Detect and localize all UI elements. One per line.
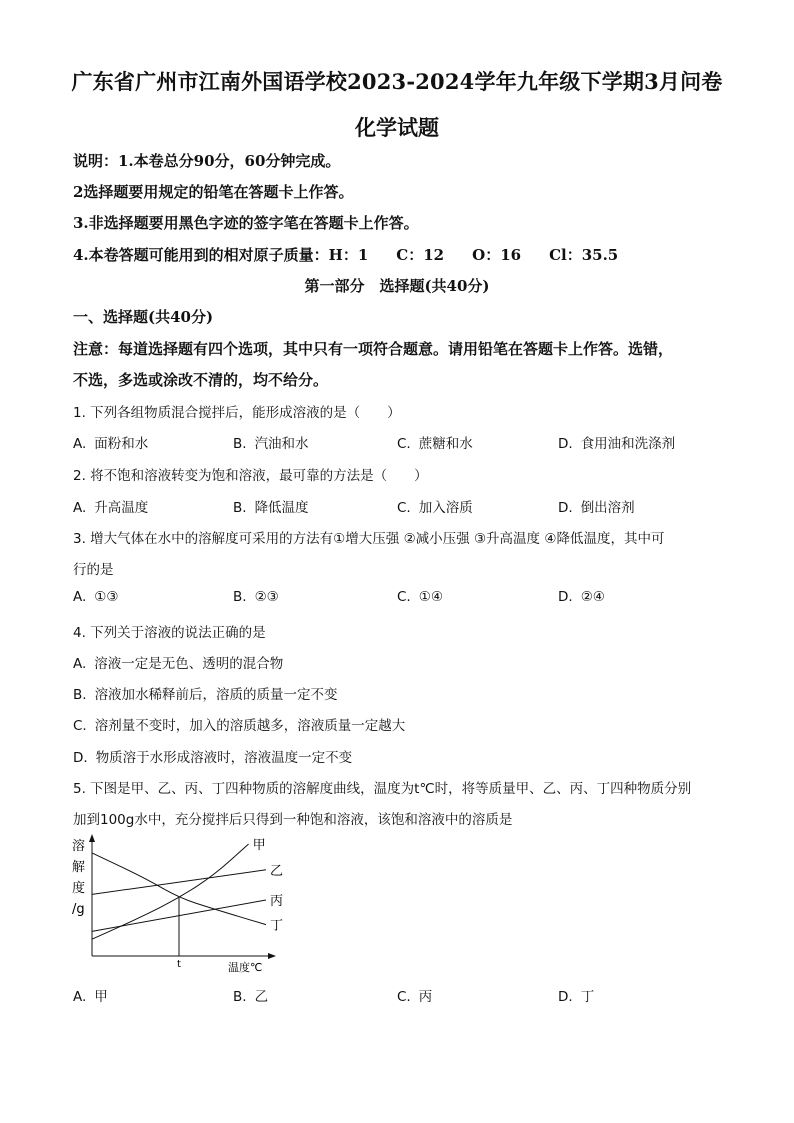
x-axis-arrow <box>268 953 276 959</box>
atomic-mass-c: C：12 <box>396 246 445 264</box>
question-2-stem: 2. 将不饱和溶液转变为饱和溶液，最可靠的方法是（ ） <box>73 468 428 484</box>
q2-option-d: D. 倒出溶剂 <box>558 500 635 516</box>
question-5-stem-line1: 5. 下图是甲、乙、丙、丁四种物质的溶解度曲线，温度为t℃时，将等质量甲、乙、丙、丁四种物质分别 <box>73 781 692 797</box>
q1-option-d: D. 食用油和洗涤剂 <box>558 436 676 452</box>
question-4-stem: 4. 下列关于溶液的说法正确的是 <box>73 625 266 641</box>
q3-option-a: A. ①③ <box>73 589 119 605</box>
y-label-char-3: 度 <box>72 881 86 896</box>
series-label-4: 丁 <box>270 918 284 934</box>
q5-option-d: D. 丁 <box>558 989 595 1005</box>
exam-subtitle: 化学试题 <box>355 115 439 140</box>
section1-note-line2: 不选，多选或涂改不清的，均不给分。 <box>73 371 329 389</box>
question-3-stem-line1: 3. 增大气体在水中的溶解度可采用的方法有①增大压强 ②减小压强 ③升高温度 ④降低温度，其中可 <box>73 531 665 547</box>
part1-title: 第一部分 选择题(共40分) <box>304 277 490 295</box>
question-1-stem: 1. 下列各组物质混合搅拌后，能形成溶液的是（ ） <box>73 405 401 421</box>
section1-heading: 一、选择题(共40分) <box>73 308 214 326</box>
q1-option-b: B. 汽油和水 <box>233 436 309 452</box>
series-line-1 <box>92 844 249 939</box>
y-label-char-4: /g <box>72 902 85 917</box>
q4-option-d: D. 物质溶于水形成溶液时，溶液温度一定不变 <box>73 750 353 766</box>
q2-option-a: A. 升高温度 <box>73 500 149 516</box>
q1-option-a: A. 面粉和水 <box>73 436 149 452</box>
series-layer <box>92 838 283 939</box>
atomic-mass-cl: Cl：35.5 <box>549 246 619 264</box>
x-axis-label: 温度℃ <box>228 961 263 974</box>
series-label-3: 丙 <box>270 894 284 909</box>
q1-option-c: C. 蔗糖和水 <box>397 436 473 452</box>
series-label-1: 甲 <box>252 838 266 853</box>
atomic-mass-o: O：16 <box>472 246 522 264</box>
q4-option-c: C. 溶剂量不变时，加入的溶质越多，溶液质量一定越大 <box>73 718 406 734</box>
instruction-3: 3.非选择题要用黑色字迹的签字笔在答题卡上作答。 <box>73 214 419 232</box>
q2-option-b: B. 降低温度 <box>233 500 309 516</box>
q2-option-c: C. 加入溶质 <box>397 500 473 516</box>
series-label-2: 乙 <box>270 863 284 879</box>
y-axis-label <box>72 838 85 917</box>
section1-note-line1: 注意：每道选择题有四个选项，其中只有一项符合题意。请用铅笔在答题卡上作答。选错， <box>73 340 674 358</box>
q3-option-d: D. ②④ <box>558 589 605 605</box>
instruction-1: 说明：1.本卷总分90分，60分钟完成。 <box>73 152 341 170</box>
question-5-stem-line2: 加到100g水中，充分搅拌后只得到一种饱和溶液，该饱和溶液中的溶质是 <box>73 812 513 828</box>
atomic-mass-line <box>73 244 618 265</box>
q3-option-c: C. ①④ <box>397 589 443 605</box>
instruction-2: 2选择题要用规定的铅笔在答题卡上作答。 <box>73 183 354 201</box>
y-label-char-2: 解 <box>72 860 86 875</box>
atomic-mass-lead: 4.本卷答题可能用到的相对原子质量： <box>73 246 329 264</box>
atomic-mass-h: H：1 <box>328 246 369 264</box>
question-3-stem-line2: 行的是 <box>73 562 114 578</box>
q4-option-b: B. 溶液加水稀释前后，溶质的质量一定不变 <box>73 687 338 703</box>
exam-title: 广东省广州市江南外国语学校2023-2024学年九年级下学期3月问卷 <box>71 69 723 94</box>
y-label-char-1: 溶 <box>72 839 86 854</box>
q5-option-a: A. 甲 <box>73 989 108 1005</box>
q5-option-b: B. 乙 <box>233 989 269 1005</box>
solubility-chart <box>70 830 290 975</box>
q4-option-a: A. 溶液一定是无色、透明的混合物 <box>73 656 284 672</box>
y-axis-arrow <box>89 834 95 842</box>
q5-option-c: C. 丙 <box>397 989 433 1005</box>
t-tick-label: t <box>177 959 181 970</box>
q3-option-b: B. ②③ <box>233 589 279 605</box>
series-line-2 <box>92 870 266 895</box>
